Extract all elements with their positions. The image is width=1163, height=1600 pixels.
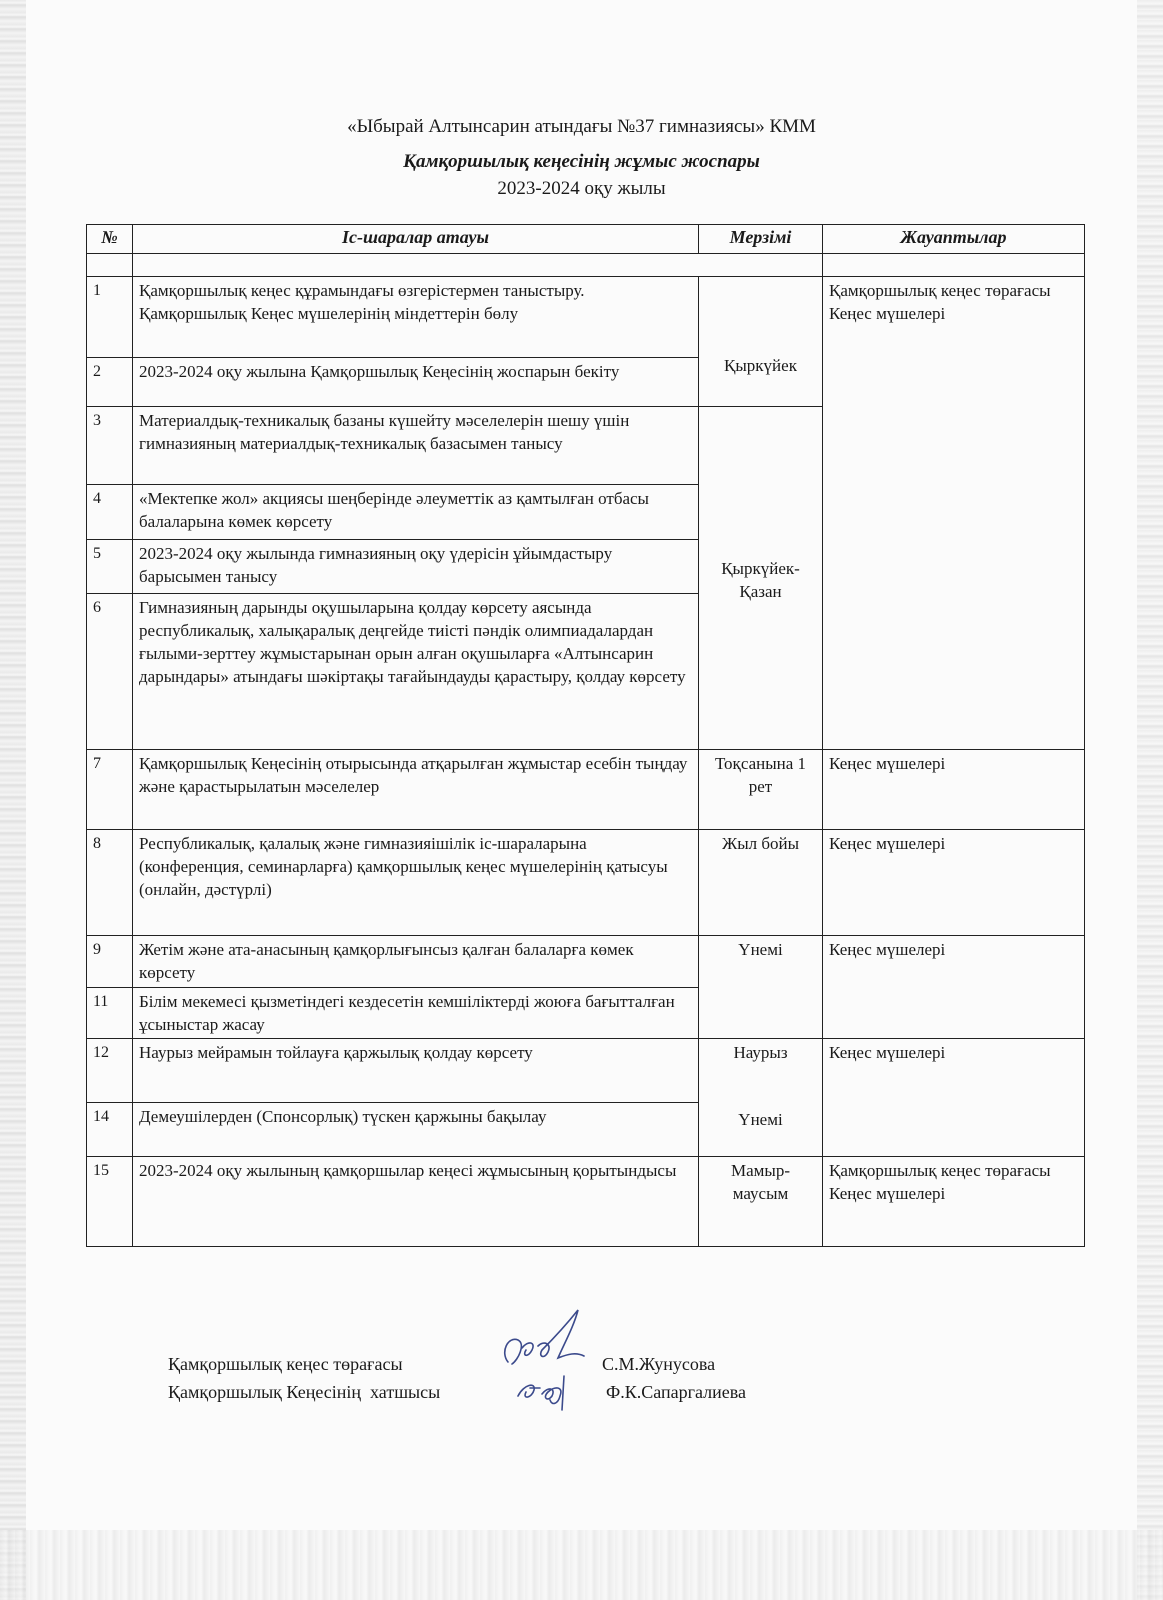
row-number: 12	[87, 1039, 133, 1103]
row-number: 6	[87, 594, 133, 750]
scan-edge-right	[1137, 0, 1163, 1600]
row-number: 1	[87, 277, 133, 358]
document-title: Қамқоршылық кеңесінің жұмыс жоспары	[403, 151, 760, 172]
table-row	[87, 750, 1085, 830]
row-responsible: Кеңес мүшелері	[823, 830, 1085, 936]
col-header-events: Іс-шаралар атауы	[133, 225, 699, 254]
row-responsible: Кеңес мүшелері	[823, 750, 1085, 830]
row-responsible: Қамқоршылық кеңес төрағасы Кеңес мүшелері	[823, 1157, 1085, 1247]
row-event: Наурыз мейрамын тойлауға қаржылық қолдау көрсету	[133, 1039, 699, 1103]
row-period: Қыркүйек-Қазан	[699, 407, 823, 750]
row-event: 2023-2024 оқу жылында гимназияның оқу үдерісін ұйымдастыру барысымен танысу	[133, 540, 699, 594]
row-responsible: Қамқоршылық кеңес төрағасы Кеңес мүшелері	[823, 277, 1085, 750]
academic-year: 2023-2024 оқу жылы	[497, 178, 666, 199]
row-event: Республикалық, қалалық және гимназияішілік іс-шараларына (конференция, семинарларға) қамқоршылық кеңес мүшелерінің қатысуы (онлайн, дәстүрлі)	[133, 830, 699, 936]
col-header-number: №	[87, 225, 133, 254]
chair-role: Қамқоршылық кеңес төрағасы	[168, 1354, 403, 1374]
handwritten-signature-icon	[478, 1300, 618, 1420]
row-period: Жыл бойы	[699, 830, 823, 936]
row-number: 7	[87, 750, 133, 830]
row-number: 11	[87, 988, 133, 1039]
row-event: Материалдық-техникалық базаны күшейту мәселелерін шешу үшін гимназияның материалдық-техникалық базасымен танысу	[133, 407, 699, 485]
row-number: 5	[87, 540, 133, 594]
row-event: Жетім және ата-анасының қамқорлығынсыз қалған балаларға көмек көрсету	[133, 936, 699, 988]
row-period: Үнемі	[738, 1110, 783, 1129]
row-event: Қамқоршылық Кеңесінің отырысында атқарылған жұмыстар есебін тыңдау және қарастырылатын мәселелер	[133, 750, 699, 830]
table-spacer-row	[87, 254, 1085, 277]
row-event: Демеушілерден (Спонсорлық) түскен қаржыны бақылау	[133, 1103, 699, 1157]
secretary-role: Қамқоршылық Кеңесінің хатшысы	[168, 1382, 441, 1402]
row-number: 2	[87, 358, 133, 407]
row-period: Қыркүйек	[699, 277, 823, 407]
row-event: Гимназияның дарынды оқушыларына қолдау көрсету аясында республикалық, халықаралық деңгейде тиісті пәндік олимпиадалардан ғылыми-зерттеу жұмыстарынан орын алған оқушыларға «Алтынсарин дарындары» атындағы шәкіртақы тағайындауды қарастыру, қолдау көрсету	[133, 594, 699, 750]
row-number: 15	[87, 1157, 133, 1247]
scan-edge-left	[0, 0, 26, 1600]
row-number: 14	[87, 1103, 133, 1157]
table-header-row	[87, 225, 1085, 254]
chair-name: С.М.Жунусова	[602, 1354, 716, 1374]
row-event: «Мектепке жол» акциясы шеңберінде әлеуметтік аз қамтылған отбасы балаларына көмек көрсету	[133, 485, 699, 540]
scan-edge-bottom	[0, 1530, 1163, 1600]
row-period: Мамыр-маусым	[699, 1157, 823, 1247]
row-period: Наурыз	[733, 1043, 788, 1062]
row-responsible: Кеңес мүшелері	[823, 1039, 1085, 1157]
row-period: Тоқсанына 1 рет	[699, 750, 823, 830]
work-plan-table	[86, 224, 1085, 1247]
row-period: Үнемі	[699, 936, 823, 1039]
row-number: 8	[87, 830, 133, 936]
row-event: Білім мекемесі қызметіндегі кездесетін кемшіліктерді жоюға бағытталған ұсыныстар жасау	[133, 988, 699, 1039]
row-event: Қамқоршылық кеңес құрамындағы өзгерістермен таныстыру. Қамқоршылық Кеңес мүшелерінің міндеттерін бөлу	[133, 277, 699, 358]
table-row	[87, 1157, 1085, 1247]
row-number: 9	[87, 936, 133, 988]
row-responsible: Кеңес мүшелері	[823, 936, 1085, 1039]
row-event: 2023-2024 оқу жылына Қамқоршылық Кеңесінің жоспарын бекіту	[133, 358, 699, 407]
table-row	[87, 277, 1085, 358]
row-number: 4	[87, 485, 133, 540]
table-row	[87, 1039, 1085, 1103]
col-header-responsible: Жауаптылар	[823, 225, 1085, 254]
row-number: 3	[87, 407, 133, 485]
organization-name: «Ыбырай Алтынсарин атындағы №37 гимназиясы» КММ	[347, 116, 816, 137]
col-header-period: Мерзімі	[699, 225, 823, 254]
row-event: 2023-2024 оқу жылының қамқоршылар кеңесі жұмысының қорытындысы	[133, 1157, 699, 1247]
table-row	[87, 936, 1085, 988]
row-period-group	[699, 1039, 823, 1157]
secretary-name: Ф.К.Сапаргалиева	[606, 1382, 746, 1402]
table-row	[87, 830, 1085, 936]
